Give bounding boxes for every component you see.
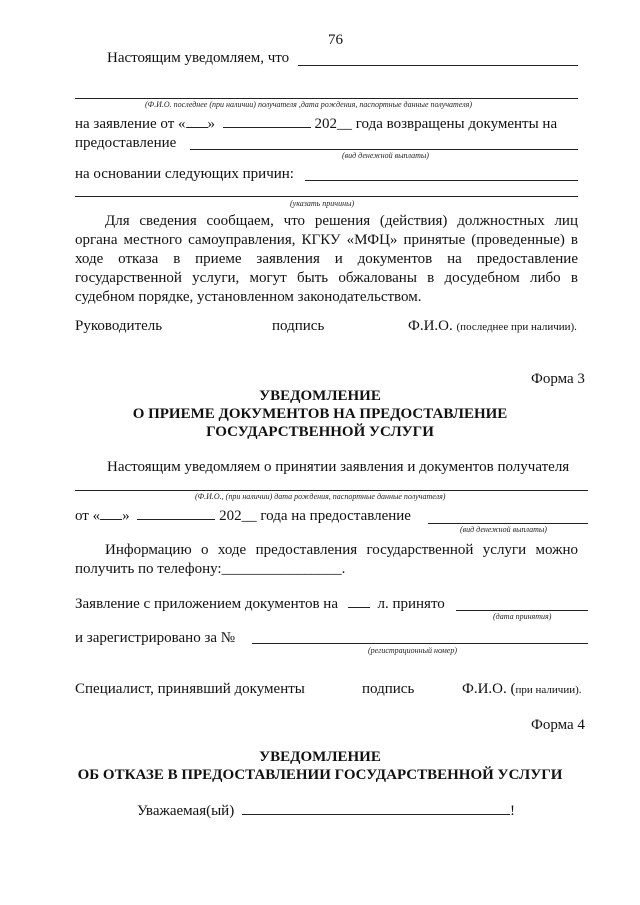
person-caption: (Ф.И.О. последнее (при наличии) получателя ,дата рождения, паспортные данные получателя): [145, 100, 473, 109]
recipient-underline: [298, 65, 578, 66]
form3-registered-text: и зарегистрировано за №: [75, 630, 236, 646]
form3-fio: Ф.И.О. (при наличии).: [462, 681, 582, 697]
reasons-caption: (указать причины): [290, 199, 355, 208]
form4-greeting: Уважаемая(ый) !: [137, 803, 515, 819]
signer-head: Руководитель: [75, 318, 163, 334]
signer-signature: подпись: [272, 318, 325, 334]
page-number: 76: [328, 32, 343, 48]
payment-caption: (вид денежной выплаты): [342, 151, 429, 160]
form4-title-line1: УВЕДОМЛЕНИЕ: [259, 749, 381, 765]
form3-date-caption: (дата принятия): [493, 612, 552, 621]
form3-notify-text: Настоящим уведомляем о принятии заявления и документов получателя: [107, 459, 570, 475]
form3-payment-underline: [428, 523, 588, 524]
reasons-label: на основании следующих причин:: [75, 166, 294, 182]
form3-person-caption: (Ф.И.О., (при наличии) дата рождения, паспортные данные получателя): [195, 492, 446, 501]
signer-fio: Ф.И.О. (последнее при наличии).: [408, 318, 577, 334]
provision-label: предоставление: [75, 135, 177, 151]
notify-text: Настоящим уведомляем, что: [107, 50, 290, 66]
form3-date-underline: [456, 610, 588, 611]
form3-reg-underline: [252, 643, 588, 644]
form4-title-line2: ОБ ОТКАЗЕ В ПРЕДОСТАВЛЕНИИ ГОСУДАРСТВЕННОЙ УСЛУГИ: [77, 767, 563, 783]
payment-underline: [190, 149, 578, 150]
form3-title-line2: О ПРИЕМЕ ДОКУМЕНТОВ НА ПРЕДОСТАВЛЕНИЕ: [132, 406, 508, 422]
form3-payment-caption: (вид денежной выплаты): [460, 525, 547, 534]
form3-attach-text: Заявление с приложением документов на л. принято: [75, 596, 445, 612]
form4-label: Форма 4: [531, 717, 585, 733]
form3-signature: подпись: [362, 681, 415, 697]
person-underline: [75, 98, 578, 99]
application-date-prefix: на заявление от « » 202__ года возвращены документы на: [75, 116, 558, 132]
appeal-info-paragraph: Для сведения сообщаем, что решения (действия) должностных лиц органа местного самоуправления, КГКУ «МФЦ» принятые (проведенные) в ходе отказа в приеме заявления и документов на предоставление государственной услуги, могут быть обжалованы в досудебном либо в судебном порядке, установленном законодательством.: [75, 213, 578, 305]
form3-reg-caption: (регистрационный номер): [368, 646, 458, 655]
form3-title-line1: УВЕДОМЛЕНИЕ: [259, 388, 381, 404]
reasons-underline-2: [75, 196, 578, 197]
form3-person-underline: [75, 490, 588, 491]
form3-label: Форма 3: [531, 371, 585, 387]
form3-title-line3: ГОСУДАРСТВЕННОЙ УСЛУГИ: [206, 424, 434, 440]
form3-phone-paragraph: Информацию о ходе предоставления государственной услуги можно получить по телефону:________________.: [75, 542, 578, 577]
form3-specialist: Специалист, принявший документы: [75, 681, 305, 697]
form3-date-row: от « » 202__ года на предоставление: [75, 508, 411, 524]
reasons-underline: [305, 180, 578, 181]
